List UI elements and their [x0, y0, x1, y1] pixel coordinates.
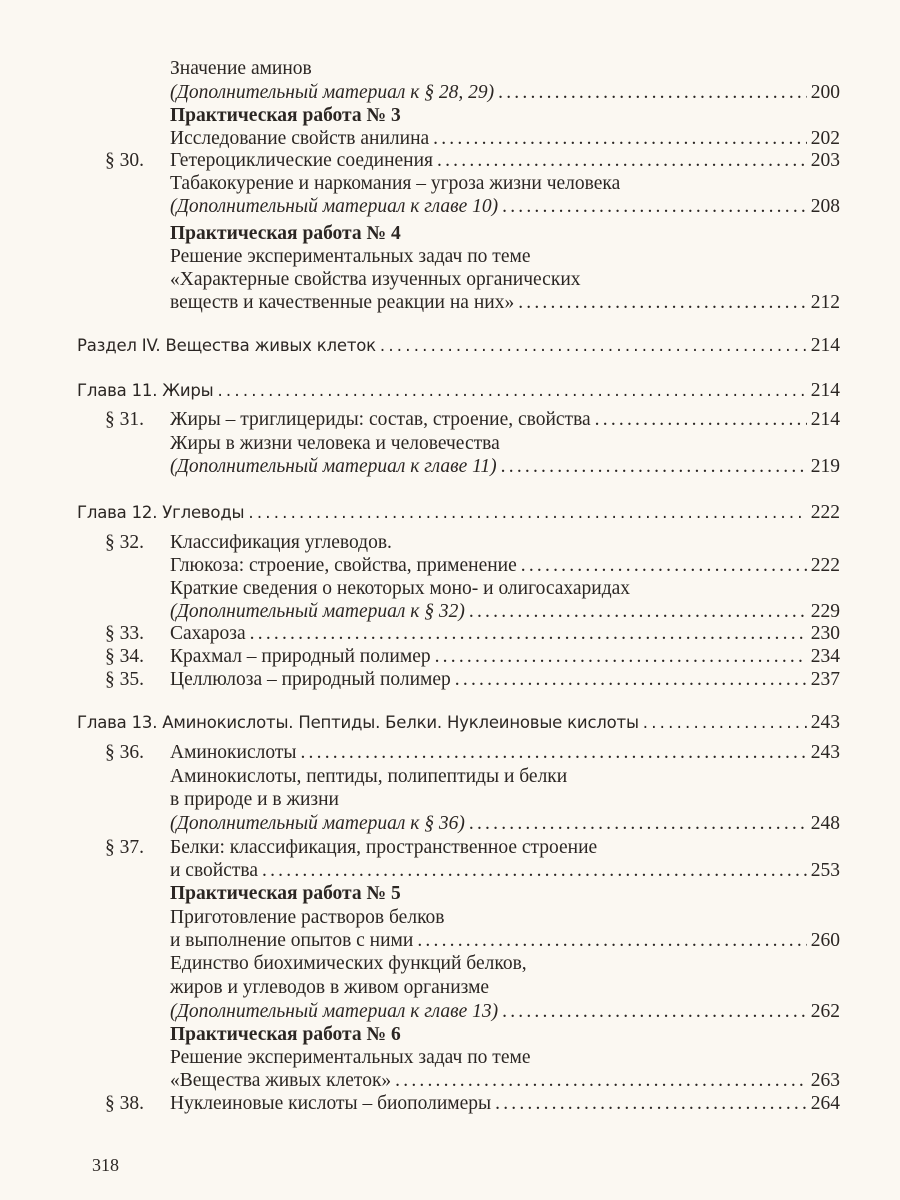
toc-entry [0, 127, 840, 151]
toc-entry [0, 1046, 840, 1070]
section-number: § 38. [105, 1093, 144, 1114]
entry-page-number: 243 [810, 712, 840, 733]
entry-title: Жиры в жизни человека и человечества [170, 433, 500, 454]
toc-entry [0, 432, 840, 456]
entry-page-number: 237 [810, 669, 840, 690]
entry-title: веществ и качественные реакции на них» [170, 292, 515, 313]
entry-title: Нуклеиновые кислоты – биополимеры [170, 1093, 492, 1114]
dot-leader [455, 668, 807, 692]
dot-leader [217, 379, 806, 403]
toc-entry [0, 952, 840, 976]
entry-page-number: 222 [810, 502, 840, 523]
entry-page-number: 263 [810, 1070, 840, 1091]
entry-title: Классификация углеводов. [170, 532, 392, 553]
toc-entry [0, 455, 840, 479]
dot-leader [469, 600, 807, 624]
entry-title: Краткие сведения о некоторых моно- и олигосахаридах [170, 578, 631, 599]
entry-title: Глава 12. Углеводы [77, 503, 245, 522]
entry-page-number: 229 [810, 601, 840, 622]
toc-entry [0, 976, 840, 1000]
toc-entry [0, 57, 840, 81]
entry-title: Раздел IV. Вещества живых клеток [77, 336, 376, 355]
dot-leader [501, 455, 807, 479]
entry-title: (Дополнительный материал к § 32) [170, 601, 465, 622]
toc-entry [0, 622, 840, 646]
toc-entry [0, 554, 840, 578]
toc-heading [0, 379, 840, 403]
dot-leader [437, 149, 807, 173]
toc-entry [0, 531, 840, 555]
toc-entry [0, 741, 840, 765]
entry-title: Практическая работа № 6 [170, 1024, 401, 1045]
dot-leader [433, 127, 807, 151]
entry-page-number: 262 [810, 1001, 840, 1022]
dot-leader [417, 929, 806, 953]
toc-heading [0, 711, 840, 735]
entry-page-number: 214 [810, 380, 840, 401]
dot-leader [300, 741, 806, 765]
toc-entry [0, 1069, 840, 1093]
dot-leader [262, 859, 807, 883]
toc-entry [0, 81, 840, 105]
entry-title: «Характерные свойства изученных органических [170, 269, 581, 290]
toc-entry [0, 906, 840, 930]
entry-title: Значение аминов [170, 58, 312, 79]
toc-entry [0, 859, 840, 883]
entry-page-number: 253 [810, 860, 840, 881]
entry-title: Аминокислоты, пептиды, полипептиды и белки [170, 766, 568, 787]
toc-entry [0, 149, 840, 173]
section-number: § 35. [105, 669, 144, 690]
section-number: § 34. [105, 646, 144, 667]
toc-entry [0, 645, 840, 669]
entry-title: (Дополнительный материал к § 36) [170, 813, 465, 834]
dot-leader [521, 554, 807, 578]
section-number: § 30. [105, 150, 144, 171]
entry-title: Исследование свойств анилина [170, 128, 430, 149]
entry-title: Практическая работа № 3 [170, 105, 401, 126]
toc-entry [0, 268, 840, 292]
entry-title: и выполнение опытов с ними [170, 930, 414, 951]
section-number: § 36. [105, 742, 144, 763]
entry-title: в природе и в жизни [170, 789, 339, 810]
toc-entry [0, 668, 840, 692]
page-number: 318 [92, 1155, 119, 1175]
dot-leader [502, 1000, 807, 1024]
dot-leader [498, 81, 807, 105]
toc-entry [0, 882, 840, 906]
entry-title: (Дополнительный материал к главе 11) [170, 456, 497, 477]
dot-leader [518, 291, 807, 315]
dot-leader [595, 408, 807, 432]
toc-entry [0, 836, 840, 860]
entry-page-number: 208 [810, 196, 840, 217]
toc-entry [0, 1092, 840, 1116]
dot-leader [435, 645, 807, 669]
dot-leader [380, 334, 807, 358]
toc-entry [0, 1023, 840, 1047]
dot-leader [250, 622, 807, 646]
entry-title: Сахароза [170, 623, 246, 644]
entry-page-number: 243 [810, 742, 840, 763]
toc-entry [0, 172, 840, 196]
entry-page-number: 248 [810, 813, 840, 834]
toc-entry [0, 929, 840, 953]
entry-page-number: 212 [810, 292, 840, 313]
entry-title: (Дополнительный материал к главе 10) [170, 196, 499, 217]
entry-title: Целлюлоза – природный полимер [170, 669, 451, 690]
section-number: § 31. [105, 409, 144, 430]
entry-title: жиров и углеводов в живом организме [170, 977, 490, 998]
dot-leader [248, 501, 806, 525]
section-number: § 37. [105, 837, 144, 858]
entry-title: Решение экспериментальных задач по теме [170, 246, 531, 267]
dot-leader [495, 1092, 807, 1116]
entry-title: Крахмал – природный полимер [170, 646, 431, 667]
entry-title: Глава 13. Аминокислоты. Пептиды. Белки. Нуклеиновые кислоты [77, 713, 639, 732]
entry-page-number: 214 [810, 409, 840, 430]
entry-title: Практическая работа № 4 [170, 223, 401, 244]
entry-page-number: 264 [810, 1093, 840, 1114]
entry-page-number: 202 [810, 128, 840, 149]
toc-entry [0, 577, 840, 601]
toc-entry [0, 408, 840, 432]
toc-heading [0, 501, 840, 525]
toc-entry [0, 600, 840, 624]
toc-entry [0, 812, 840, 836]
toc-entry [0, 788, 840, 812]
entry-title: Гетероциклические соединения [170, 150, 434, 171]
toc-entry [0, 222, 840, 246]
dot-leader [469, 812, 807, 836]
toc-entry [0, 104, 840, 128]
entry-title: Белки: классификация, пространственное строение [170, 837, 598, 858]
entry-page-number: 214 [810, 335, 840, 356]
dot-leader [643, 711, 807, 735]
entry-title: и свойства [170, 860, 259, 881]
entry-title: Приготовление растворов белков [170, 907, 445, 928]
entry-page-number: 219 [810, 456, 840, 477]
entry-title: Практическая работа № 5 [170, 883, 401, 904]
entry-page-number: 230 [810, 623, 840, 644]
entry-page-number: 234 [810, 646, 840, 667]
toc-entry [0, 195, 840, 219]
entry-title: Жиры – триглицериды: состав, строение, свойства [170, 409, 591, 430]
entry-title: Аминокислоты [170, 742, 297, 763]
entry-title: Решение экспериментальных задач по теме [170, 1047, 531, 1068]
entry-page-number: 203 [810, 150, 840, 171]
entry-title: Единство биохимических функций белков, [170, 953, 527, 974]
toc-entry [0, 1000, 840, 1024]
entry-title: «Вещества живых клеток» [170, 1070, 392, 1091]
dot-leader [502, 195, 807, 219]
entry-title: (Дополнительный материал к главе 13) [170, 1001, 499, 1022]
entry-title: Глюкоза: строение, свойства, применение [170, 555, 517, 576]
section-number: § 32. [105, 532, 144, 553]
dot-leader [395, 1069, 807, 1093]
toc-entry [0, 765, 840, 789]
entry-page-number: 222 [810, 555, 840, 576]
entry-page-number: 200 [810, 82, 840, 103]
entry-title: Глава 11. Жиры [77, 381, 214, 400]
toc-entry [0, 291, 840, 315]
toc-heading [0, 334, 840, 358]
section-number: § 33. [105, 623, 144, 644]
entry-page-number: 260 [810, 930, 840, 951]
entry-title: Табакокурение и наркомания – угроза жизни человека [170, 173, 621, 194]
toc-entry [0, 245, 840, 269]
entry-title: (Дополнительный материал к § 28, 29) [170, 82, 495, 103]
